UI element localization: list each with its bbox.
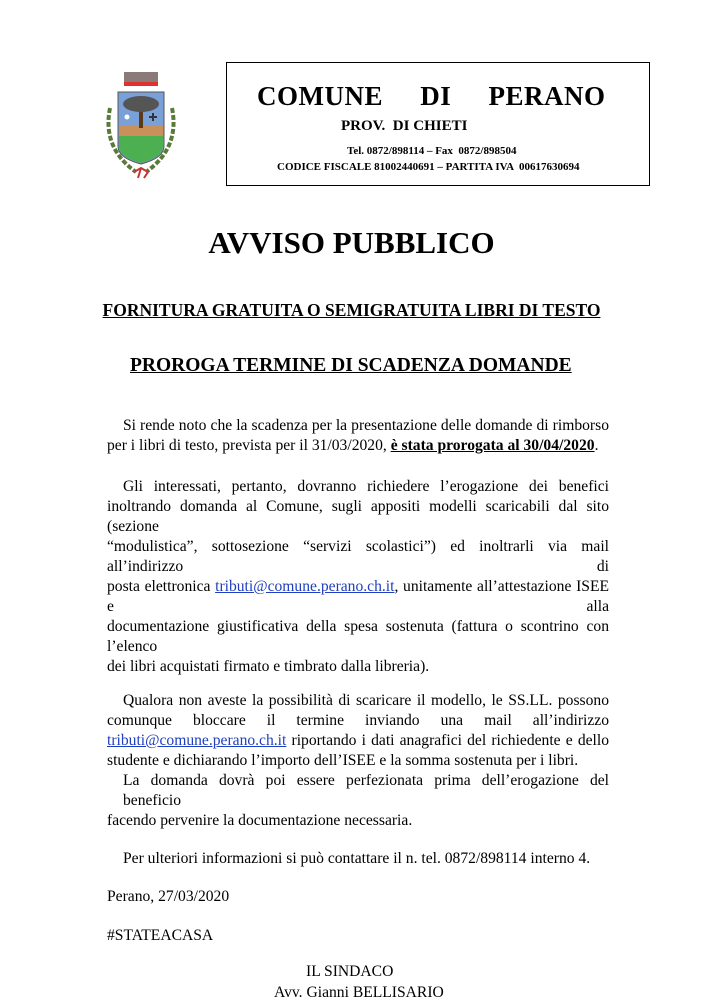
text-line xyxy=(107,436,609,456)
emphasis-text: è stata prorogata al 30/04/2020 xyxy=(390,437,595,454)
text-line xyxy=(107,771,609,811)
paragraph-alternative xyxy=(107,691,609,831)
text-line xyxy=(107,477,609,497)
text-line xyxy=(107,711,609,731)
text-segment: facendo pervenire la documentazione necessaria. xyxy=(107,812,413,829)
text-segment: Qualora non aveste la possibilità di scaricare il modello, le SS.LL. possono xyxy=(123,692,609,709)
text-line xyxy=(107,691,609,711)
text-segment: comunque bloccare il termine inviando una mail all’indirizzo xyxy=(107,712,609,729)
document-body xyxy=(107,416,609,1003)
municipal-coat-of-arms-logo xyxy=(96,68,186,183)
document-subtitle: FORNITURA GRATUITA O SEMIGRATUITA LIBRI DI TESTO xyxy=(102,300,601,320)
place-date: Perano, 27/03/2020 xyxy=(107,888,230,905)
text-segment: La domanda dovrà poi essere perfezionata prima dell’erogazione del beneficio xyxy=(123,772,609,809)
text-segment: Si rende noto che la scadenza per la presentazione delle domande di rimborso xyxy=(123,417,609,434)
document-subtitle-extension: PROROGA TERMINE DI SCADENZA DOMANDE xyxy=(130,355,572,376)
header-box xyxy=(226,62,650,186)
text-segment: posta elettronica xyxy=(107,578,216,595)
signature-name: Avv. Gianni BELLISARIO xyxy=(274,984,444,1001)
text-segment: , unitamente all’attestazione ISEE e alla xyxy=(107,578,610,615)
text-segment: dei libri acquistati firmato e timbrato dalla libreria). xyxy=(107,658,430,675)
text-segment: “modulistica”, sottosezione “servizi scolastici”) ed inoltrarli via mail all’indirizzo di xyxy=(107,538,609,575)
info-line: Per ulteriori informazioni si può contattare il n. tel. 0872/898114 interno 4. xyxy=(123,850,591,867)
text-line xyxy=(107,577,609,617)
header-word: PERANO xyxy=(488,81,606,111)
hashtag: #STATEACASA xyxy=(107,927,214,944)
text-segment: . xyxy=(594,437,599,454)
text-line xyxy=(107,497,609,537)
text-line xyxy=(107,751,609,771)
tax-codes: CODICE FISCALE 81002440691 – PARTITA IVA 00617630694 xyxy=(277,161,580,173)
text-line xyxy=(107,416,609,436)
text-segment: Gli interessati, pertanto, dovranno richiedere l’erogazione dei benefici xyxy=(123,478,609,495)
text-segment: inoltrando domanda al Comune, sugli appositi modelli scaricabili dal sito (sezione xyxy=(107,498,609,535)
text-segment: riportando i dati anagrafici del richiedente e dello xyxy=(286,732,609,749)
text-line xyxy=(107,811,609,831)
email-link[interactable]: tributi@comune.perano.ch.it xyxy=(107,732,287,749)
text-line xyxy=(107,617,609,657)
paragraph-deadline xyxy=(107,416,609,456)
text-segment: documentazione giustificativa della spesa sostenuta (fattura o scontrino con l’elenco xyxy=(107,618,609,655)
document-title: AVVISO PUBBLICO xyxy=(208,225,495,260)
text-line xyxy=(107,537,609,577)
text-segment: per i libri di testo, prevista per il 31/03/2020, xyxy=(107,437,391,454)
header-word: COMUNE xyxy=(257,81,383,111)
text-line xyxy=(107,731,609,751)
text-line xyxy=(107,657,609,677)
province: PROV. DI CHIETI xyxy=(341,118,468,134)
signature-role: IL SINDACO xyxy=(306,963,394,980)
contacts: Tel. 0872/898114 – Fax 0872/898504 xyxy=(347,145,517,157)
municipality-name xyxy=(227,81,651,112)
paragraph-instructions xyxy=(107,477,609,677)
text-segment: studente e dichiarando l’importo dell’ISEE e la somma sostenuta per i libri. xyxy=(107,752,579,769)
email-link[interactable]: tributi@comune.perano.ch.it xyxy=(215,578,395,595)
header-word: DI xyxy=(420,81,452,111)
